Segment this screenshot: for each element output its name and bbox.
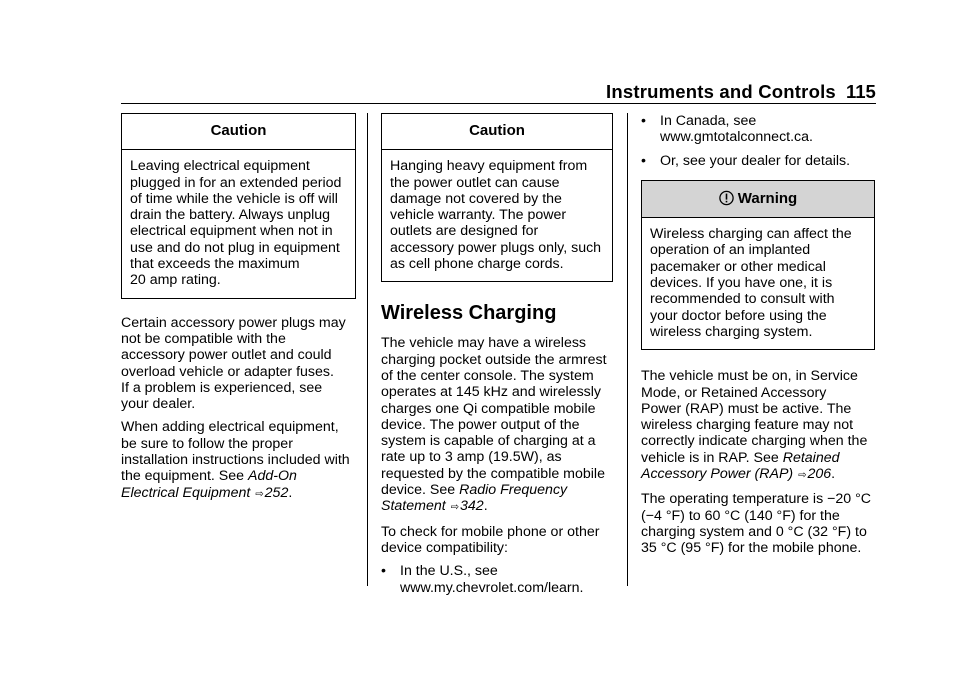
header-rule — [121, 103, 876, 104]
cross-reference-link[interactable]: Add-On — [248, 468, 297, 485]
paragraph: Certain accessory power plugs may not be compatible with the accessory power outlet and could overload vehicle or adapter fuses. If a problem is experienced, see your dealer. — [121, 314, 346, 413]
caution-box-1 — [121, 113, 356, 299]
page-reference-icon: ⇨ — [798, 470, 807, 482]
cross-reference-link[interactable]: Accessory Power (RAP) — [641, 466, 794, 483]
page-reference[interactable]: 342 — [460, 498, 484, 515]
caution-body — [382, 150, 612, 281]
warning-line: your doctor before using the — [650, 307, 827, 324]
url-text: www.my.chevrolet.com/learn. — [400, 579, 584, 596]
caution-line: outlets are designed for — [390, 223, 539, 240]
caution-line: that exceeds the maximum — [130, 256, 300, 273]
list-item: • In Canada, see www.gmtotalconnect.ca. — [641, 113, 813, 146]
warning-line: wireless charging system. — [650, 323, 813, 340]
caution-line: accessory power plugs only, such — [390, 239, 602, 256]
caution-line: vehicle warranty. The power — [390, 207, 567, 224]
warning-line: operation of an implanted — [650, 242, 811, 259]
caution-box-2 — [381, 113, 613, 282]
caution-line: 20 amp rating. — [130, 272, 221, 289]
warning-line: recommended to consult with — [650, 291, 835, 308]
warning-box — [641, 180, 875, 350]
caution-body — [122, 150, 355, 297]
caution-line: as cell phone charge cords. — [390, 256, 564, 273]
warning-line: Wireless charging can affect the — [650, 226, 852, 243]
warning-line: devices. If you have one, it is — [650, 275, 833, 292]
warning-body — [642, 218, 874, 349]
section-heading: Wireless Charging — [381, 302, 557, 325]
list-item: • In the U.S., see www.my.chevrolet.com/learn. — [381, 563, 584, 596]
column-3 — [641, 113, 875, 564]
paragraph: To check for mobile phone or other device compatibility: — [381, 523, 600, 556]
paragraph: When adding electrical equipment, be sure to follow the proper installation instructions included with the equipment. See Add-On Electrical Equipment ⇨252. — [121, 419, 350, 501]
page-number: 115 — [846, 81, 876, 102]
page-reference-icon: ⇨ — [450, 502, 460, 514]
cross-reference-link[interactable]: Retained — [782, 449, 840, 466]
url-text: www.gmtotalconnect.ca. — [660, 129, 813, 146]
cross-reference-link[interactable]: Statement — [381, 498, 446, 515]
page-reference-icon: ⇨ — [255, 488, 264, 500]
column-1 — [121, 113, 356, 510]
caution-line: of time while the vehicle is off will — [130, 190, 338, 207]
caution-title: Caution — [122, 114, 355, 150]
caution-title: Caution — [382, 114, 612, 150]
cross-reference-link[interactable]: Electrical Equipment — [121, 484, 251, 501]
caution-line: damage not covered by the — [390, 190, 562, 207]
warning-line: pacemaker or other medical — [650, 258, 826, 275]
column-2 — [381, 113, 613, 603]
page-reference[interactable]: 206 — [807, 466, 832, 483]
list-item: • Or, see your dealer for details. — [641, 152, 851, 169]
caution-line: Hanging heavy equipment from — [390, 158, 588, 175]
caution-line: drain the battery. Always unplug — [130, 207, 331, 224]
caution-line: Leaving electrical equipment — [130, 158, 310, 175]
caution-line: electrical equipment when not in — [130, 223, 333, 240]
paragraph: The vehicle must be on, in Service Mode, or Retained Accessory Power (RAP) must be active. The wireless charging feature may not correctly indicate charging when the vehicle is in RAP. See Retained Accessory Power (RAP) ⇨206. — [641, 368, 868, 483]
warning-title: Warning — [737, 189, 798, 207]
warning-icon — [719, 190, 734, 206]
paragraph: The operating temperature is −20 °C (−4 °F) to 60 °C (140 °F) for the charging system and 0 °C (32 °F) to 35 °C (95 °F) for the mobile phone. — [641, 491, 872, 557]
page-reference[interactable]: 252 — [264, 484, 289, 501]
bullet-icon: • — [381, 563, 386, 580]
caution-line: the power outlet can cause — [390, 174, 560, 191]
bullet-icon: • — [641, 113, 646, 129]
caution-line: plugged in for an extended period — [130, 174, 342, 191]
caution-line: use and do not plug in equipment — [130, 239, 340, 256]
paragraph: The vehicle may have a wireless charging pocket outside the armrest of the center console. The system operates at 145 kHz and wirelessly charges one Qi compatible mobile device. The power output of the system is capable of charging at a rate up to 3 amp (19.5W), as requested by the compatible mobile device. See Radio Frequency Statement ⇨342. — [381, 335, 607, 515]
section-title: Instruments and Controls — [606, 81, 836, 102]
cross-reference-link[interactable]: Radio Frequency — [459, 482, 568, 499]
column-divider-1 — [367, 113, 368, 586]
warning-header — [642, 181, 874, 218]
column-divider-2 — [627, 113, 628, 586]
bullet-icon: • — [641, 152, 646, 169]
